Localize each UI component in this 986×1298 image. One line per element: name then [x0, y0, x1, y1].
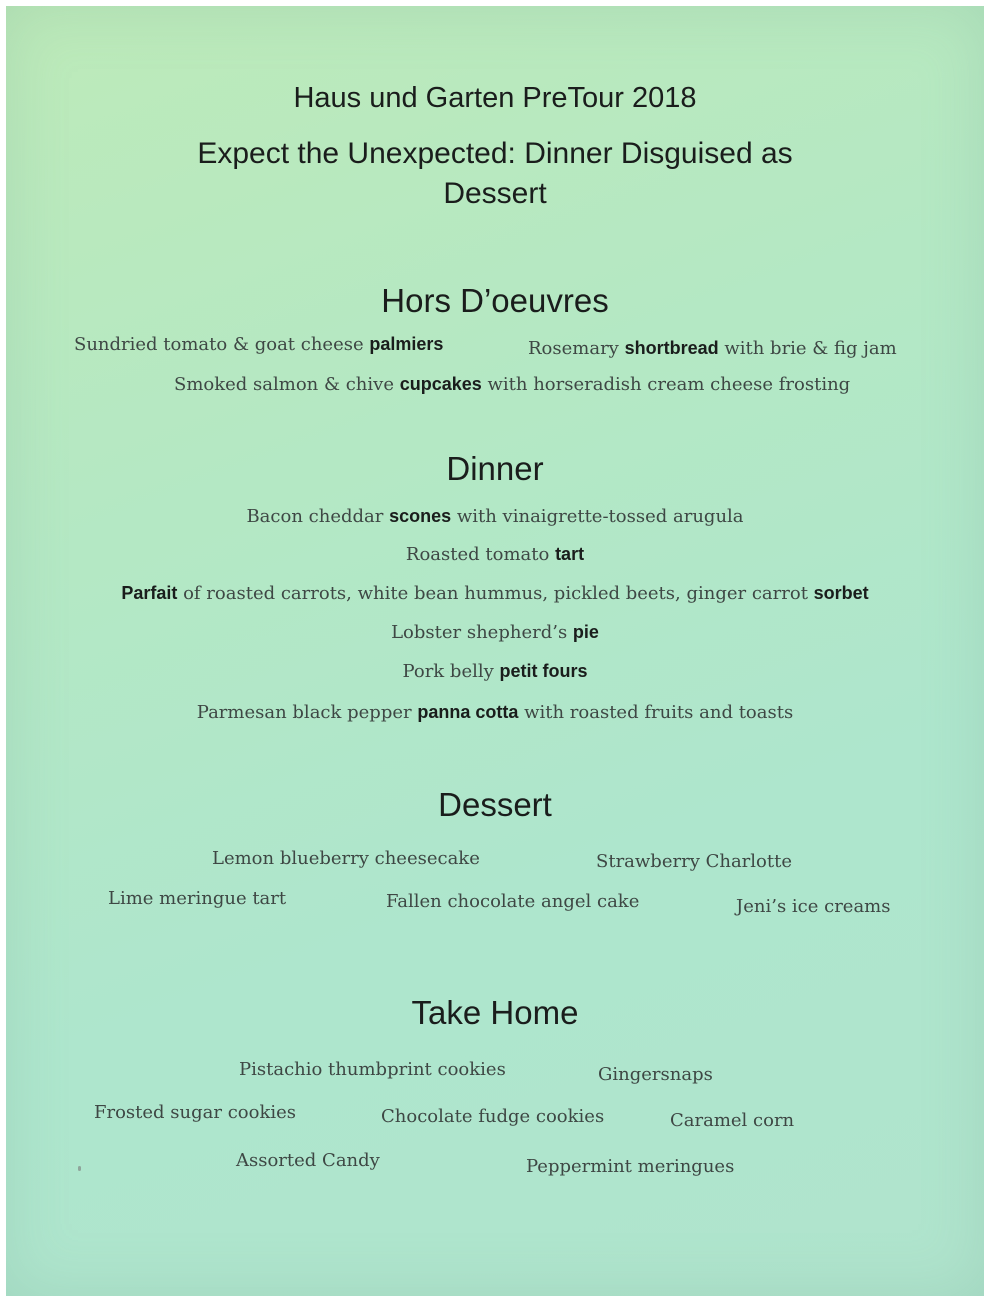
item-bold-text: pie: [572, 622, 599, 642]
item-text: Pork belly: [402, 661, 500, 682]
menu-item: [74, 334, 443, 355]
item-bold-text: sorbet: [813, 583, 869, 603]
section-heading-hors-doeuvres: Hors D’oeuvres: [381, 282, 609, 319]
item-text: with horseradish cream cheese frosting: [481, 374, 851, 395]
item-bold-text: palmiers: [369, 334, 444, 354]
menu-item: Peppermint meringues: [526, 1156, 735, 1177]
menu-item: Jeni’s ice creams: [736, 896, 891, 917]
item-bold-text: panna cotta: [417, 702, 519, 722]
menu-item: Strawberry Charlotte: [596, 851, 792, 872]
menu-item: [6, 622, 984, 643]
menu-item: Fallen chocolate angel cake: [386, 891, 640, 912]
menu-item: [6, 544, 984, 565]
item-text: with brie & fig jam: [718, 338, 897, 359]
menu-item: [6, 702, 984, 723]
menu-item: Lime meringue tart: [108, 888, 287, 909]
menu-item: Pistachio thumbprint cookies: [239, 1059, 506, 1080]
menu-item: Frosted sugar cookies: [94, 1102, 297, 1123]
item-bold-text: shortbread: [624, 338, 719, 358]
item-bold-text: Parfait: [121, 583, 178, 603]
menu-item: Chocolate fudge cookies: [381, 1106, 605, 1127]
section-heading-dessert: Dessert: [438, 786, 552, 823]
item-text: with vinaigrette-tossed arugula: [451, 506, 744, 527]
section-heading-dinner: Dinner: [446, 450, 544, 487]
item-text: Rosemary: [528, 338, 625, 359]
menu-item: [6, 661, 984, 682]
menu-item: Caramel corn: [670, 1110, 795, 1131]
menu-subtitle-line2: Dessert: [443, 177, 547, 210]
item-text: Bacon cheddar: [246, 506, 390, 527]
item-text: of roasted carrots, white bean hummus, pickled beets, ginger carrot: [177, 583, 814, 604]
item-text: Sundried tomato & goat cheese: [74, 334, 370, 355]
menu-subtitle: [6, 134, 984, 214]
menu-item: Lemon blueberry cheesecake: [212, 848, 480, 869]
menu-item: [174, 374, 850, 395]
menu-item: Assorted Candy: [236, 1150, 380, 1171]
menu-item: [6, 506, 984, 527]
paper-mark: [78, 1166, 81, 1171]
item-bold-text: cupcakes: [399, 374, 482, 394]
item-bold-text: scones: [389, 506, 452, 526]
menu-title: Haus und Garten PreTour 2018: [293, 82, 697, 114]
item-text: Roasted tomato: [405, 544, 556, 565]
section-heading-take-home: Take Home: [411, 994, 579, 1031]
menu-subtitle-line1: Expect the Unexpected: Dinner Disguised as: [197, 137, 793, 170]
menu-page: [6, 6, 984, 1296]
item-bold-text: tart: [555, 544, 585, 564]
menu-item: [6, 583, 984, 604]
item-bold-text: petit fours: [499, 661, 588, 681]
item-text: Lobster shepherd’s: [391, 622, 573, 643]
menu-item: Gingersnaps: [598, 1064, 713, 1085]
item-text: Smoked salmon & chive: [174, 374, 400, 395]
menu-item: [528, 338, 897, 359]
item-text: Parmesan black pepper: [196, 702, 418, 723]
item-text: with roasted fruits and toasts: [518, 702, 794, 723]
